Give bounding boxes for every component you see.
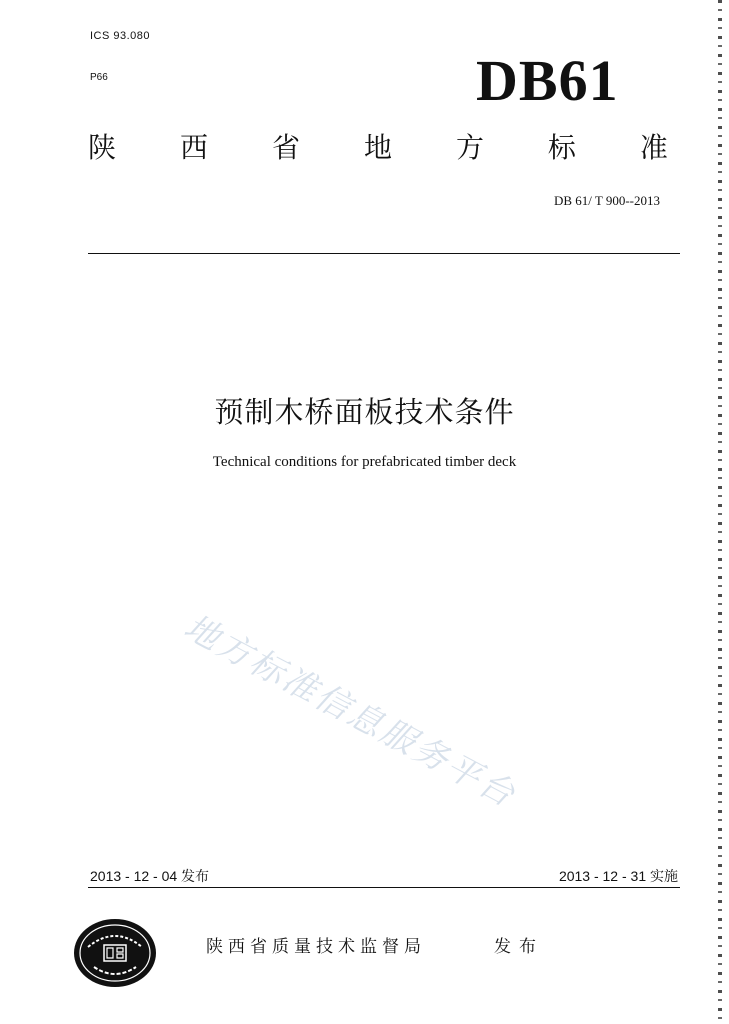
issuer-char: 标: [547, 131, 576, 164]
issuer-char: 地: [363, 131, 392, 164]
watermark-text: 地方标准信息服务平台: [177, 607, 523, 817]
ics-code: ICS 93.080: [90, 30, 151, 42]
effective-date: 2013 - 12 - 31 实施: [558, 868, 678, 884]
title-chinese: 预制木桥面板技术条件: [214, 395, 515, 429]
issuer-char: 省: [271, 131, 300, 164]
publish-label: 发布: [494, 937, 544, 957]
issuer-char: 准: [639, 131, 668, 164]
scan-edge-border: [718, 0, 722, 1024]
classification-code: P66: [90, 72, 108, 83]
top-divider: [88, 253, 680, 254]
standard-logo: DB61: [476, 48, 619, 113]
official-seal-icon: [72, 917, 158, 989]
issuer-char: 西: [179, 131, 208, 164]
issuer-heading: [88, 131, 668, 164]
standard-number: DB 61/ T 900--2013: [553, 193, 660, 208]
issue-date: 2013 - 12 - 04 发布: [90, 868, 210, 884]
bottom-divider: [88, 887, 680, 888]
publisher-name: 陕西省质量技术监督局: [206, 937, 426, 957]
issuer-char: 陕: [88, 131, 117, 164]
issuer-char: 方: [455, 131, 484, 164]
title-english: Technical conditions for prefabricated timber deck: [212, 454, 517, 470]
